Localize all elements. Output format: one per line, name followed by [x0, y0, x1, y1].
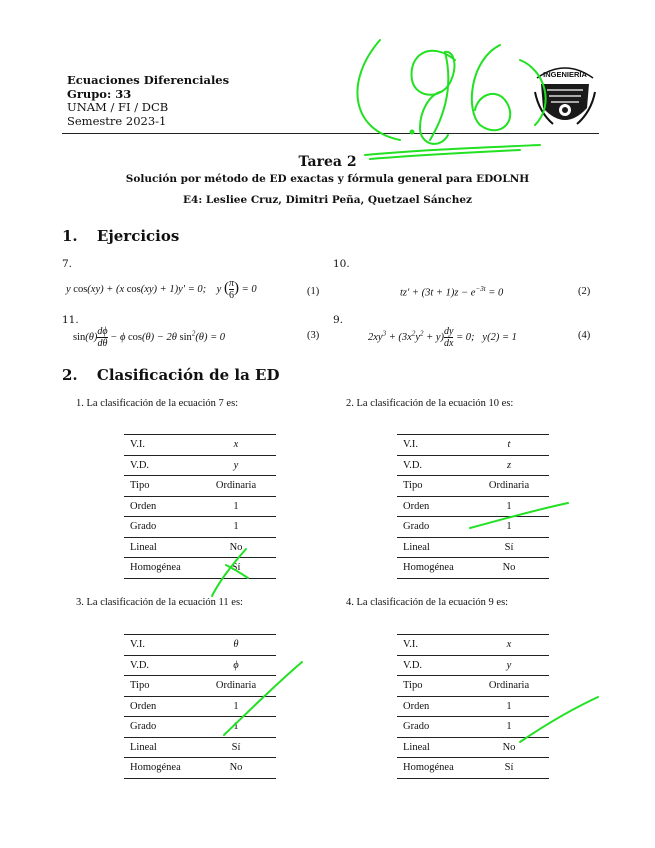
table-value: y: [469, 655, 549, 676]
table-value: 1: [469, 496, 549, 517]
section-2-number: 2.: [62, 366, 78, 384]
grade-mark: [357, 40, 545, 159]
section-1-number: 1.: [62, 227, 78, 245]
mark-table3-grado: [224, 662, 302, 735]
table-key: V.I.: [397, 435, 469, 456]
table-value: No: [196, 537, 276, 558]
table-value: x: [469, 635, 549, 656]
table-value: t: [469, 435, 549, 456]
table-key: Lineal: [397, 537, 469, 558]
table-value: Ordinaria: [469, 676, 549, 697]
course-name: Ecuaciones Diferenciales: [67, 73, 230, 87]
equation-9: $2xy^3 + (3x^2y^2 + y)$ $\frac{dy}{dx}$ = 0; y(2) = 1: [368, 326, 517, 349]
table-key: Orden: [397, 696, 469, 717]
table-key: Grado: [124, 517, 196, 538]
exercise-label-7: 7.: [62, 258, 73, 270]
table-value: 1: [469, 717, 549, 738]
equation-10: $tz' + (3t + 1)z - e^{-3t} = 0$: [400, 285, 504, 299]
table-value: θ: [196, 635, 276, 656]
table-key: V.I.: [397, 635, 469, 656]
equation-number-2: (2): [578, 286, 591, 297]
table-key: Lineal: [124, 537, 196, 558]
exercise-label-9: 9.: [333, 314, 344, 326]
authors-line: E4: Lesliee Cruz, Dimitri Peña, Quetzael Sánchez: [183, 194, 472, 206]
table-key: V.D.: [124, 655, 196, 676]
table-key: V.D.: [397, 655, 469, 676]
table-value: No: [469, 737, 549, 758]
classification-item-4: 4. La clasificación de la ecuación 9 es:: [346, 597, 509, 608]
table-value: z: [469, 455, 549, 476]
table-value: 1: [196, 517, 276, 538]
table-value: ϕ: [196, 655, 276, 676]
page-subtitle: Solución por método de ED exactas y fórmula general para EDOLNH: [125, 173, 530, 185]
table-key: Grado: [397, 517, 469, 538]
table-key: Homogénea: [397, 758, 469, 779]
classification-item-2: 2. La clasificación de la ecuación 10 es:: [346, 398, 514, 409]
section-2-title: Clasificación de la ED: [96, 366, 280, 384]
table-key: V.I.: [124, 435, 196, 456]
table-value: 1: [469, 696, 549, 717]
mark-table2-grado: [470, 503, 568, 528]
table-value: 1: [196, 496, 276, 517]
table-key: V.I.: [124, 635, 196, 656]
table-key: Lineal: [397, 737, 469, 758]
table-value: Sí: [469, 537, 549, 558]
table-key: Orden: [124, 696, 196, 717]
table-value: Ordinaria: [469, 476, 549, 497]
table-value: Ordinaria: [196, 676, 276, 697]
table-key: Tipo: [124, 676, 196, 697]
page-title: Tarea 2: [298, 154, 357, 170]
table-value: No: [196, 758, 276, 779]
table-key: Homogénea: [397, 558, 469, 579]
table-key: V.D.: [124, 455, 196, 476]
table-value: Sí: [469, 758, 549, 779]
classification-item-3: 3. La clasificación de la ecuación 11 es:: [76, 597, 243, 608]
table-key: Lineal: [124, 737, 196, 758]
table-value: x: [196, 435, 276, 456]
table-key: Grado: [124, 717, 196, 738]
table-key: Tipo: [397, 676, 469, 697]
table-value: Ordinaria: [196, 476, 276, 497]
group-label: Grupo: 33: [67, 86, 132, 101]
table-key: Orden: [397, 496, 469, 517]
mark-table4-lineal: [520, 697, 598, 742]
equation-number-4: (4): [578, 330, 591, 341]
exercise-label-11: 11.: [62, 314, 79, 326]
equation-number-1: (1): [307, 286, 320, 297]
table-value: No: [469, 558, 549, 579]
semester-label: Semestre 2023-1: [67, 113, 167, 128]
equation-11: sin(θ) $\frac{d\phi}{d\theta}$ − ϕ cos(θ) − 2θ $\sin^2(\theta) = 0$: [73, 326, 226, 349]
table-key: Homogénea: [124, 758, 196, 779]
table-key: V.D.: [397, 455, 469, 476]
svg-text:INGENIERÍA: INGENIERÍA: [543, 70, 587, 79]
table-value: 1: [196, 717, 276, 738]
table-value: Sí: [196, 558, 276, 579]
table-value: 1: [196, 696, 276, 717]
institution-label: UNAM / FI / DCB: [67, 100, 169, 114]
equation-number-3: (3): [307, 330, 320, 341]
equation-7: y cos(xy) + (x cos(xy) + 1)y′ = 0; y ( $\frac{\pi}{6}$ ) = 0: [66, 278, 257, 301]
table-value: y: [196, 455, 276, 476]
classification-item-1: 1. La clasificación de la ecuación 7 es:: [76, 398, 239, 409]
table-key: Orden: [124, 496, 196, 517]
table-key: Homogénea: [124, 558, 196, 579]
table-key: Tipo: [397, 476, 469, 497]
section-1-title: Ejercicios: [96, 227, 180, 245]
table-value: Sí: [196, 737, 276, 758]
table-key: Grado: [397, 717, 469, 738]
table-value: 1: [469, 517, 549, 538]
exercise-label-10: 10.: [333, 258, 350, 270]
table-key: Tipo: [124, 476, 196, 497]
